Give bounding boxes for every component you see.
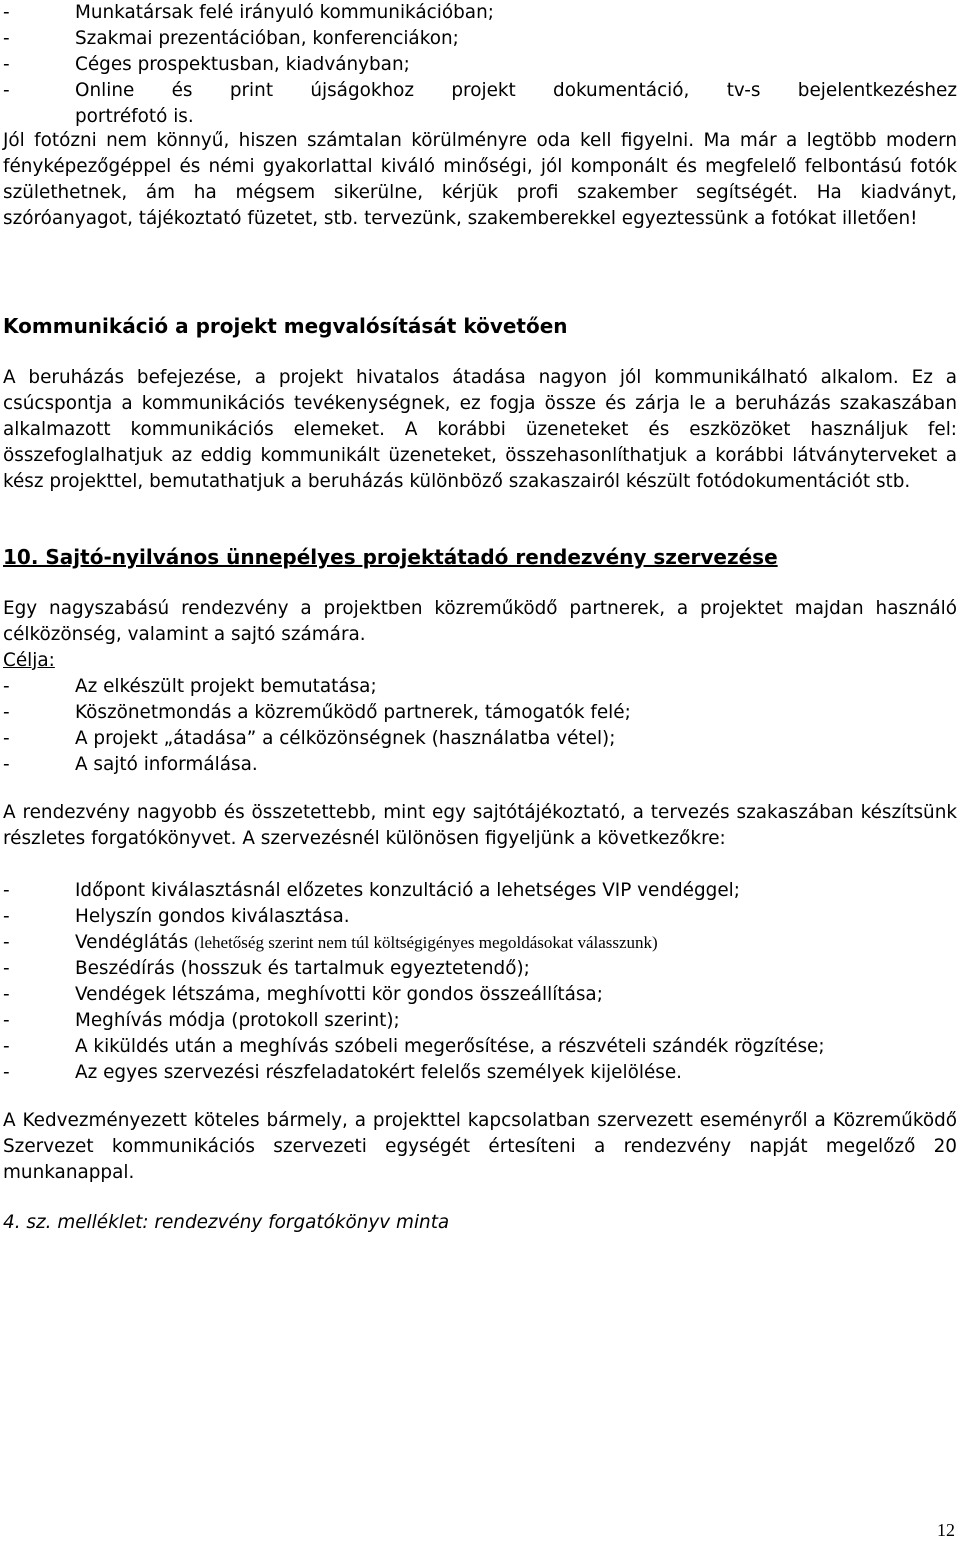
section-heading: Kommunikáció a projekt megvalósítását követően [3,314,568,338]
attachment-reference: 4. sz. melléklet: rendezvény forgatókönyv minta [3,1212,450,1233]
list-item: - A kiküldés után a meghívás szóbeli megerősítése, a részvételi szándék rögzítése; [3,1034,957,1060]
goal-list [3,674,957,778]
paragraph-notify: A Kedvezményezett köteles bármely, a projekttel kapcsolatban szervezett eseményről a Közreműködő Szervezet kommunikációs szervezeti egységét értesíteni a rendezvény napját megelőző 20 munkanappal. [3,1110,957,1183]
top-list [3,0,957,130]
list-item: - A projekt „átadása” a célközönségnek (használatba vétel); [3,726,957,752]
list-item: - Vendégek létszáma, meghívotti kör gondos összeállítása; [3,982,957,1008]
list-item: - Időpont kiválasztásnál előzetes konzultáció a lehetséges VIP vendéggel; [3,878,957,904]
heading-text: 10. Sajtó-nyilvános ünnepélyes projektátadó rendezvény szervezése [3,545,778,569]
list-item: - Helyszín gondos kiválasztása. [3,904,957,930]
list-item-line: portréfotó is. [75,106,194,127]
list-item-line: - Online és print újságokhoz projekt dokumentáció, tv-s bejelentkezéshez [75,80,957,101]
paragraph-script: A rendezvény nagyobb és összetettebb, mint egy sajtótájékoztató, a tervezés szakaszában készítsünk részletes forgatókönyvet. A szervezésnél különösen figyeljünk a következőkre: [3,802,957,849]
list-item [3,78,957,130]
list-item: - Szakmai prezentációban, konferenciákon; [3,26,957,52]
attention-list [3,878,957,1086]
list-item: - Az elkészült projekt bemutatása; [3,674,957,700]
paragraph-after: A beruházás befejezése, a projekt hivatalos átadása nagyon jól kommunikálható alkalom. Ez a csúcspontja a kommunikációs tevékenységnek, ez fogja össze és zárja le a beruházás szakaszában alkalmazott kommunikációs elemeket. A korábbi üzeneteket és eszközöket használjuk fel: összefoglalhatjuk az eddig kommunikált üzeneteket, összehasonlíthatjuk a korábbi látványterveket a kész projekttel, bemutathatjuk a beruházás különböző szakaszairól készült fotódokumentációt stb. [3,367,957,492]
paragraph-event: Egy nagyszabású rendezvény a projektben közreműködő partnerek, a projektet majdan használó célközönség, valamint a sajtó számára. [3,598,957,645]
list-item: - Köszönetmondás a közreműködő partnerek, támogatók felé; [3,700,957,726]
list-item: - Az egyes szervezési részfeladatokért felelős személyek kijelölése. [3,1060,957,1086]
list-item: - Vendéglátás (lehetőség szerint nem túl költségigényes megoldásokat válasszunk) [3,930,957,956]
list-item: - Céges prospektusban, kiadványban; [3,52,957,78]
section-heading-10 [3,543,957,571]
goal-label: Célja: [3,650,55,671]
list-item: - A sajtó informálása. [3,752,957,778]
list-item: - Meghívás módja (protokoll szerint); [3,1008,957,1034]
list-item: - Munkatársak felé irányuló kommunikációban; [3,0,957,26]
paragraph-photo: Jól fotózni nem könnyű, hiszen számtalan körülményre oda kell figyelni. Ma már a legtöbb modern fényképezőgéppel és némi gyakorlattal kiváló minőségi, jól komponált és megfelelő felbontású fotók születhetnek, ám ha mégsem sikerülne, kérjük profi szakember segítségét. Ha kiadványt, szóróanyagot, tájékoztató füzetet, stb. tervezünk, szakemberekkel egyeztessünk a fotókat illetően! [3,130,957,229]
list-item: - Beszédírás (hosszuk és tartalmuk egyeztetendő); [3,956,957,982]
page-number: 12 [937,1520,955,1540]
